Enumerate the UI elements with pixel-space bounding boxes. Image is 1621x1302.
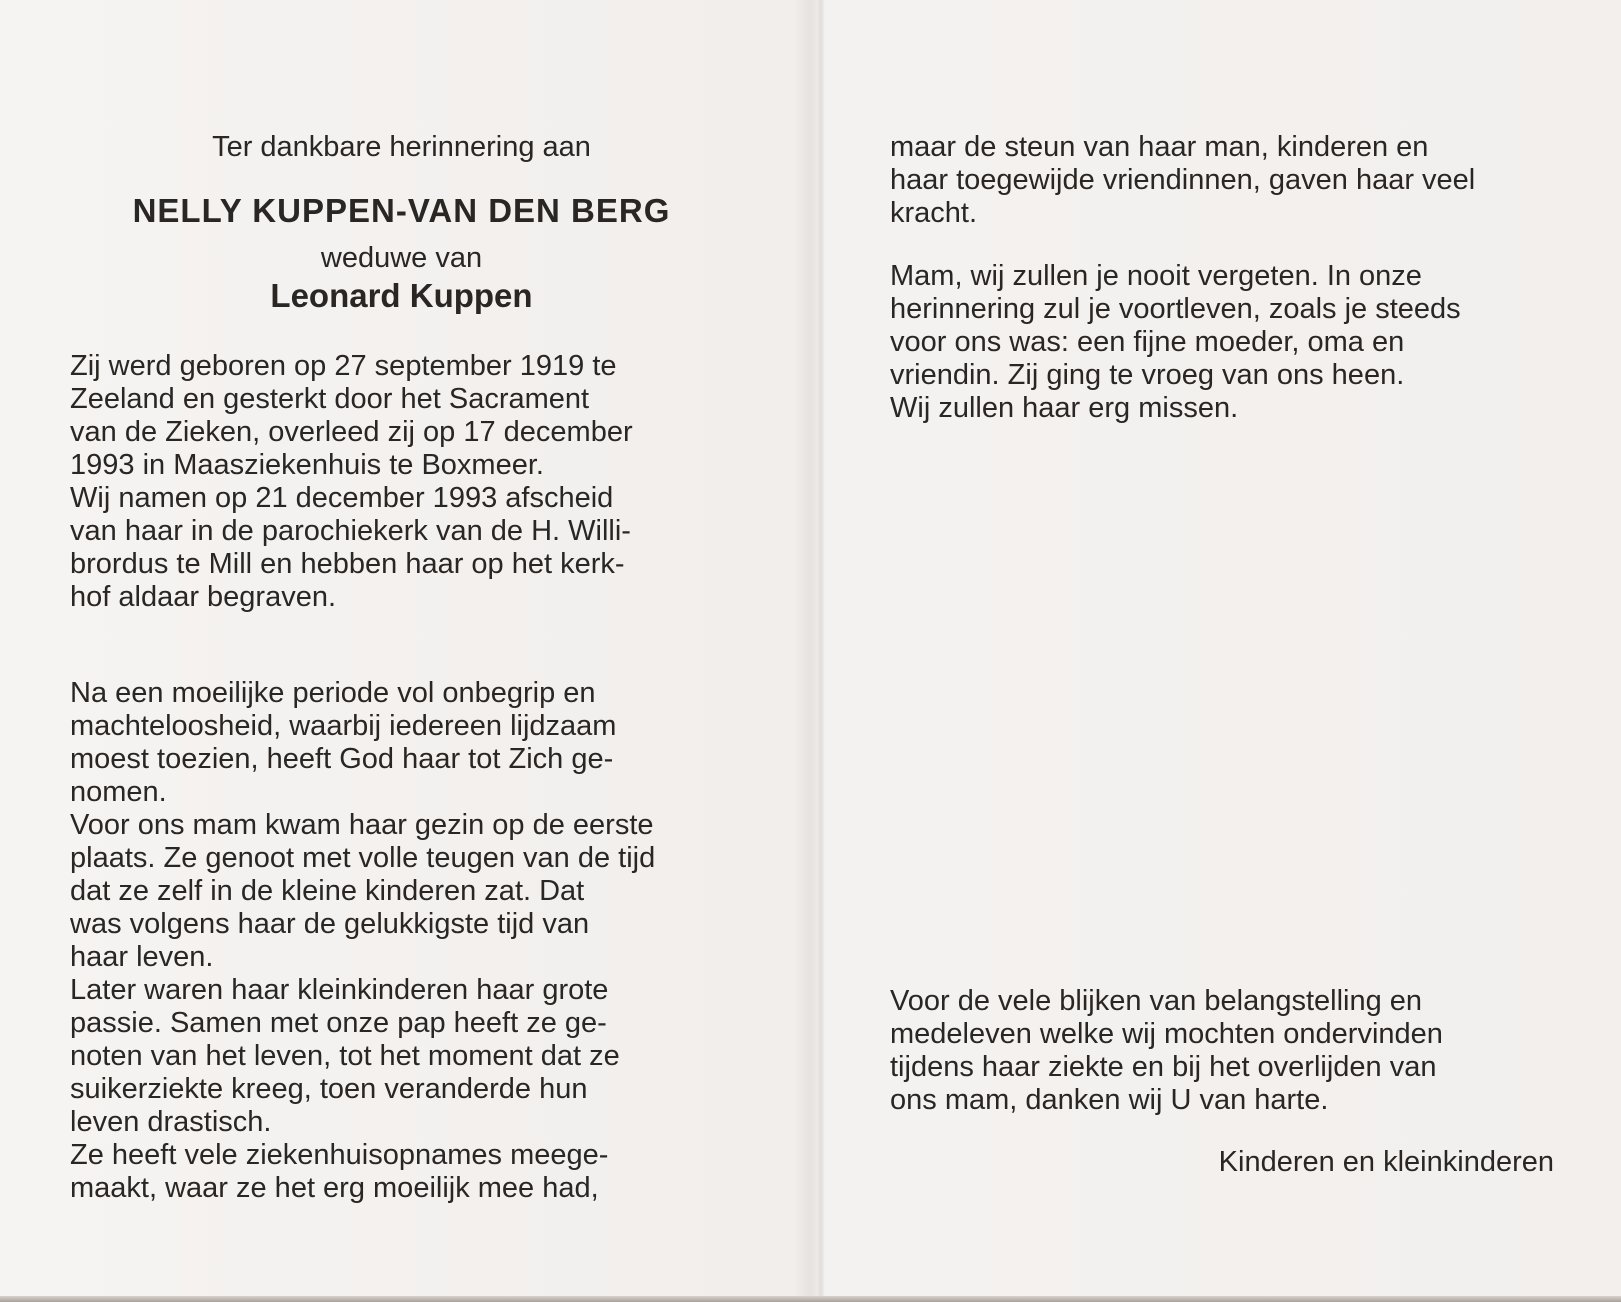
biography-paragraph: Zij werd geboren op 27 september 1919 te Zeeland en gesterkt door het Sacrament van de Zieken, overleed zij op 17 december 1993 in Maasziekenhuis te Boxmeer. Wij namen op 21 december 1993 afscheid van haar in de parochiekerk van de H. Willi- brordus te Mill en hebben haar op het kerk- hof aldaar begraven. — [70, 350, 633, 613]
life-story-paragraph: Na een moeilijke periode vol onbegrip en machteloosheid, waarbij iedereen lijdzaam moest toezien, heeft God haar tot Zich ge- nomen. Voor ons mam kwam haar gezin op de eerste plaats. Ze genoot met volle teugen van de tijd dat ze zelf in de kleine kinderen zat. Dat was volgens haar de gelukkigste tijd van haar leven. Later waren haar kleinkinderen haar grote passie. Samen met onze pap heeft ze ge- noten van het leven, tot het moment dat ze suikerziekte kreeg, toen veranderde hun leven drastisch. Ze heeft vele ziekenhuisopnames meege- maakt, waar ze het erg moeilijk mee had, — [70, 677, 656, 1204]
husband-name: Leonard Kuppen — [270, 277, 533, 314]
card-fold — [818, 0, 824, 1302]
remembrance-paragraph: Mam, wij zullen je nooit vergeten. In onze herinnering zul je voortleven, zoals je steeds voor ons was: een fijne moeder, oma en vriendin. Zij ging te vroeg van ons heen. Wij zullen haar erg missen. — [890, 260, 1461, 424]
intro-text: Ter dankbare herinnering aan — [212, 131, 591, 163]
signature: Kinderen en kleinkinderen — [1218, 1146, 1554, 1178]
deceased-name: NELLY KUPPEN-VAN DEN BERG — [132, 192, 671, 229]
support-paragraph: maar de steun van haar man, kinderen en haar toegewijde vriendinnen, gaven haar veel kracht. — [890, 131, 1476, 229]
thanks-paragraph: Voor de vele blijken van belangstelling en medeleven welke wij mochten ondervinden tijdens haar ziekte en bij het overlijden van ons mam, danken wij U van harte. — [890, 985, 1443, 1116]
widow-of-text: weduwe van — [320, 242, 483, 274]
card-bottom-edge — [0, 1296, 1621, 1302]
